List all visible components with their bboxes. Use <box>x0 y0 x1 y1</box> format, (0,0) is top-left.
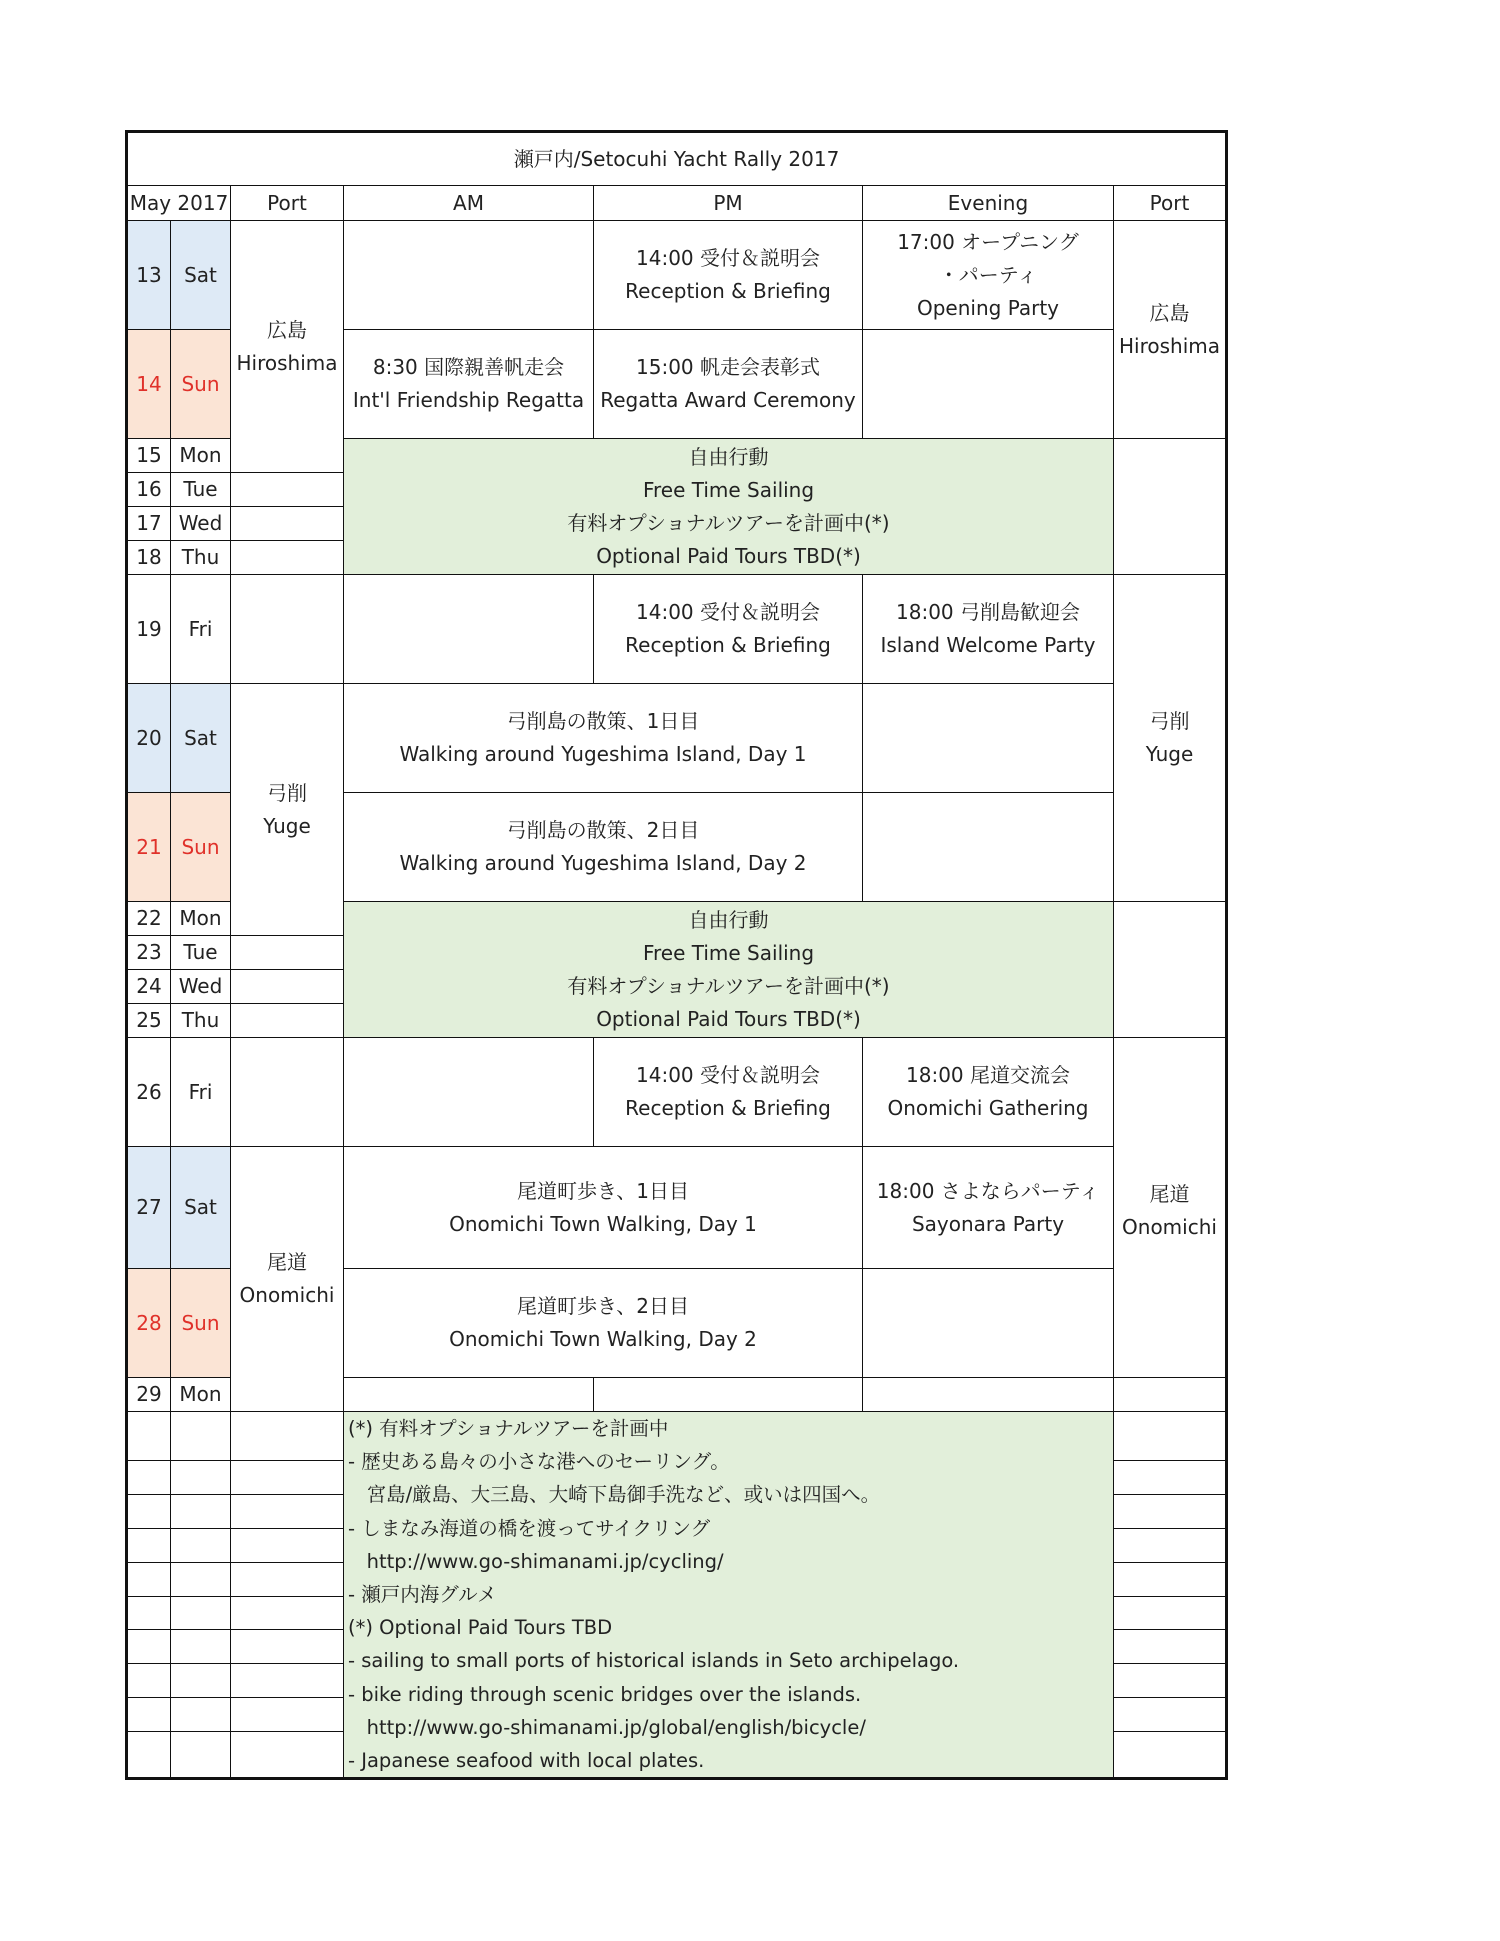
empty-cell <box>171 1596 231 1630</box>
port-jp: 広島 <box>267 317 307 342</box>
evening-cell <box>863 684 1114 793</box>
am-pm-cell <box>344 1269 863 1378</box>
weekday: Wed <box>171 507 231 541</box>
port-left-empty <box>231 1038 344 1147</box>
event-en: Reception & Briefing <box>625 279 831 303</box>
event-en: Onomichi Town Walking, Day 2 <box>449 1327 757 1351</box>
page-title: 瀬戸内/Setocuhi Yacht Rally 2017 <box>127 132 1227 186</box>
note-line: 宮島/厳島、大三島、大崎下島御手洗など、或いは四国へ。 <box>348 1483 881 1507</box>
empty-cell <box>171 1412 231 1461</box>
empty-cell <box>231 1495 344 1529</box>
event-jp: 18:00 さよならパーティ <box>876 1178 1100 1203</box>
weekday: Sun <box>171 793 231 902</box>
am-cell <box>344 330 594 439</box>
header-port: Port <box>231 186 344 221</box>
day-number: 21 <box>127 793 171 902</box>
event-jp: 弓削島の散策、1日目 <box>506 709 700 733</box>
evening-cell <box>863 575 1114 684</box>
empty-cell <box>231 1412 344 1461</box>
empty-cell <box>171 1461 231 1495</box>
event-jp: 有料オプショナルツアーを計画中(*) <box>567 510 890 535</box>
port-left-empty <box>231 970 344 1004</box>
event-en: Walking around Yugeshima Island, Day 2 <box>399 851 807 875</box>
header-port-right: Port <box>1114 186 1227 221</box>
empty-cell <box>127 1596 171 1630</box>
day-number: 24 <box>127 970 171 1004</box>
note-line: - Japanese seafood with local plates. <box>348 1749 705 1773</box>
day-number: 16 <box>127 473 171 507</box>
event-jp: 弓削島の散策、2日目 <box>506 818 700 842</box>
port-right-empty <box>1114 439 1227 575</box>
port-onomichi-right <box>1114 1038 1227 1378</box>
port-yuge-left <box>231 684 344 936</box>
empty-cell <box>127 1461 171 1495</box>
port-left-empty <box>231 1004 344 1038</box>
empty-cell <box>231 1562 344 1596</box>
event-en: Free Time Sailing <box>642 940 815 965</box>
event-jp: 14:00 受付＆説明会 <box>636 1063 820 1087</box>
day-number: 17 <box>127 507 171 541</box>
header-evening: Evening <box>863 186 1114 221</box>
empty-cell <box>231 1698 344 1732</box>
weekday: Tue <box>171 473 231 507</box>
empty-cell <box>1114 1731 1227 1778</box>
empty-cell <box>171 1731 231 1778</box>
event-jp: 8:30 国際親善帆走会 <box>372 355 565 379</box>
header-month: May 2017 <box>127 186 231 221</box>
empty-cell <box>171 1528 231 1562</box>
event-en: Int'l Friendship Regatta <box>352 388 585 412</box>
empty-cell <box>231 1731 344 1778</box>
day-number: 26 <box>127 1038 171 1147</box>
evening-cell <box>863 221 1114 330</box>
am-pm-cell <box>344 793 863 902</box>
event-jp: 自由行動 <box>688 907 769 932</box>
weekday: Sun <box>171 1269 231 1378</box>
weekday: Mon <box>171 902 231 936</box>
note-line: - 瀬戸内海グルメ <box>348 1583 497 1607</box>
port-hiroshima-right <box>1114 221 1227 439</box>
empty-cell <box>1114 1412 1227 1461</box>
empty-cell <box>127 1495 171 1529</box>
empty-cell <box>127 1698 171 1732</box>
event-jp: 有料オプショナルツアーを計画中(*) <box>567 973 890 998</box>
day-number: 14 <box>127 330 171 439</box>
port-left-empty <box>231 507 344 541</box>
pm-cell <box>594 1038 863 1147</box>
event-en: Free Time Sailing <box>642 477 815 502</box>
weekday: Sat <box>171 221 231 330</box>
note-line: (*) 有料オプショナルツアーを計画中 <box>348 1417 669 1440</box>
day-number: 23 <box>127 936 171 970</box>
note-line: - sailing to small ports of historical islands in Seto archipelago. <box>348 1649 960 1673</box>
empty-cell <box>1114 1562 1227 1596</box>
note-line: http://www.go-shimanami.jp/global/english/bicycle/ <box>348 1715 866 1739</box>
event-en: Island Welcome Party <box>880 633 1096 657</box>
empty-cell <box>127 1562 171 1596</box>
port-en: Onomichi <box>1122 1215 1217 1239</box>
day-number: 18 <box>127 541 171 575</box>
port-jp: 弓削 <box>267 780 307 805</box>
event-en: Onomichi Town Walking, Day 1 <box>449 1211 757 1236</box>
note-line: (*) Optional Paid Tours TBD <box>348 1616 613 1640</box>
empty-cell <box>127 1528 171 1562</box>
empty-cell <box>1114 1596 1227 1630</box>
event-en: Regatta Award Ceremony <box>600 388 856 412</box>
empty-cell <box>1114 1698 1227 1732</box>
port-jp: 尾道 <box>1149 1182 1190 1206</box>
note-line: - 歴史ある島々の小さな港へのセーリング。 <box>348 1450 730 1474</box>
event-jp: 15:00 帆走会表彰式 <box>636 355 820 379</box>
empty-cell <box>171 1698 231 1732</box>
event-en: Sayonara Party <box>911 1211 1065 1236</box>
evening-cell <box>863 1038 1114 1147</box>
weekday: Wed <box>171 970 231 1004</box>
empty-cell <box>231 1630 344 1664</box>
am-pm-cell <box>344 684 863 793</box>
event-jp: 18:00 尾道交流会 <box>906 1063 1070 1087</box>
pm-cell <box>594 1378 863 1412</box>
empty-cell <box>1114 1664 1227 1698</box>
empty-cell <box>171 1495 231 1529</box>
pm-cell <box>594 575 863 684</box>
free-time-block <box>344 902 1114 1038</box>
weekday: Fri <box>171 1038 231 1147</box>
event-en: Reception & Briefing <box>625 1096 831 1120</box>
weekday: Mon <box>171 1378 231 1412</box>
port-en: Hiroshima <box>236 350 338 375</box>
weekday: Sat <box>171 1147 231 1269</box>
note-line: http://www.go-shimanami.jp/cycling/ <box>348 1549 724 1573</box>
day-number: 15 <box>127 439 171 473</box>
port-hiroshima-left <box>231 221 344 473</box>
event-en: Reception & Briefing <box>625 633 831 657</box>
port-en: Yuge <box>263 813 311 838</box>
port-jp: 尾道 <box>267 1250 307 1274</box>
pm-cell <box>594 330 863 439</box>
note-line: - bike riding through scenic bridges over the islands. <box>348 1682 862 1706</box>
port-right-empty <box>1114 902 1227 1038</box>
port-en: Onomichi <box>239 1283 335 1307</box>
empty-cell <box>1114 1461 1227 1495</box>
event-jp: 自由行動 <box>688 444 769 469</box>
weekday: Thu <box>171 541 231 575</box>
day-number: 28 <box>127 1269 171 1378</box>
am-cell <box>344 1378 594 1412</box>
day-number: 27 <box>127 1147 171 1269</box>
day-number: 25 <box>127 1004 171 1038</box>
empty-cell <box>127 1731 171 1778</box>
evening-cell <box>863 330 1114 439</box>
notes-block <box>344 1412 1114 1779</box>
port-left-empty <box>231 575 344 684</box>
day-number: 13 <box>127 221 171 330</box>
port-left-empty <box>231 541 344 575</box>
empty-cell <box>171 1664 231 1698</box>
event-en: Onomichi Gathering <box>887 1096 1089 1120</box>
empty-cell <box>127 1630 171 1664</box>
empty-cell <box>231 1461 344 1495</box>
event-jp: 18:00 弓削島歓迎会 <box>896 600 1080 624</box>
header-pm: PM <box>594 186 863 221</box>
free-time-block <box>344 439 1114 575</box>
event-en: Optional Paid Tours TBD(*) <box>596 543 861 568</box>
evening-cell <box>863 793 1114 902</box>
schedule-table <box>125 130 1228 1780</box>
evening-cell <box>863 1269 1114 1378</box>
empty-cell <box>171 1562 231 1596</box>
header-am: AM <box>344 186 594 221</box>
day-number: 29 <box>127 1378 171 1412</box>
empty-cell <box>1114 1528 1227 1562</box>
port-left-empty <box>231 936 344 970</box>
weekday: Fri <box>171 575 231 684</box>
am-cell <box>344 1038 594 1147</box>
weekday: Mon <box>171 439 231 473</box>
am-pm-cell <box>344 1147 863 1269</box>
port-right-empty <box>1114 1378 1227 1412</box>
event-en: Optional Paid Tours TBD(*) <box>596 1006 861 1031</box>
note-line: - しまなみ海道の橋を渡ってサイクリング <box>348 1516 711 1540</box>
empty-cell <box>231 1528 344 1562</box>
port-en: Yuge <box>1145 742 1194 766</box>
pm-cell <box>594 221 863 330</box>
day-number: 22 <box>127 902 171 936</box>
event-en: Opening Party <box>916 295 1060 320</box>
empty-cell <box>127 1412 171 1461</box>
event-jp: 尾道町歩き、1日目 <box>517 1178 689 1203</box>
evening-cell <box>863 1147 1114 1269</box>
weekday: Sun <box>171 330 231 439</box>
evening-cell <box>863 1378 1114 1412</box>
empty-cell <box>231 1664 344 1698</box>
port-onomichi-left <box>231 1147 344 1412</box>
event-en: Walking around Yugeshima Island, Day 1 <box>399 742 807 766</box>
port-yuge-right <box>1114 575 1227 902</box>
weekday: Thu <box>171 1004 231 1038</box>
weekday: Sat <box>171 684 231 793</box>
event-jp: 14:00 受付＆説明会 <box>636 246 820 270</box>
am-cell <box>344 575 594 684</box>
empty-cell <box>1114 1495 1227 1529</box>
event-jp: 17:00 オープニング <box>897 229 1079 254</box>
port-left-empty <box>231 473 344 507</box>
port-en: Hiroshima <box>1118 333 1220 358</box>
event-jp: 尾道町歩き、2日目 <box>517 1294 689 1318</box>
day-number: 20 <box>127 684 171 793</box>
port-jp: 広島 <box>1149 300 1190 325</box>
empty-cell <box>127 1664 171 1698</box>
day-number: 19 <box>127 575 171 684</box>
port-jp: 弓削 <box>1149 709 1190 733</box>
empty-cell <box>171 1630 231 1664</box>
weekday: Tue <box>171 936 231 970</box>
empty-cell <box>1114 1630 1227 1664</box>
am-cell <box>344 221 594 330</box>
event-jp: ・パーティ <box>938 262 1038 287</box>
empty-cell <box>231 1596 344 1630</box>
event-jp: 14:00 受付＆説明会 <box>636 600 820 624</box>
